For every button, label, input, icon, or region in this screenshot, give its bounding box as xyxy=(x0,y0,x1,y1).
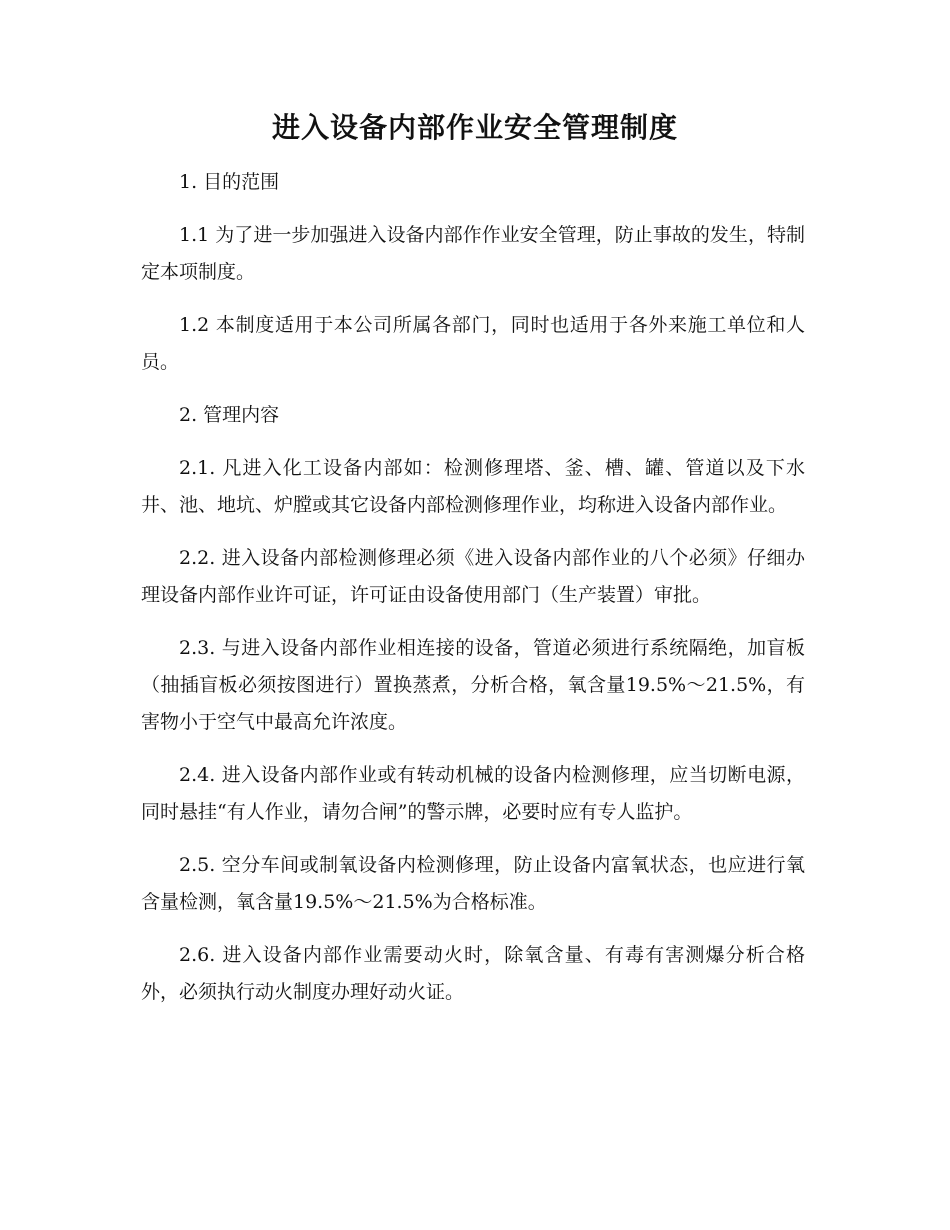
paragraph-2-6: 2.6. 进入设备内部作业需要动火时，除氧含量、有毒有害测爆分析合格外，必须执行动火制度办理好动火证。 xyxy=(141,944,805,1003)
document-body xyxy=(141,164,805,1027)
paragraph-2-2: 2.2. 进入设备内部检测修理必须《进入设备内部作业的八个必须》仔细办理设备内部作业许可证，许可证由设备使用部门（生产装置）审批。 xyxy=(141,547,805,606)
paragraph-2-5: 2.5. 空分车间或制氧设备内检测修理，防止设备内富氧状态，也应进行氧含量检测，氧含量19.5%～21.5%为合格标准。 xyxy=(141,854,805,913)
paragraph-2-4: 2.4. 进入设备内部作业或有转动机械的设备内检测修理，应当切断电源，同时悬挂“有人作业，请勿合闸”的警示牌，必要时应有专人监护。 xyxy=(141,764,805,823)
section-heading-management: 2. 管理内容 xyxy=(179,404,280,426)
section-heading-purpose: 1. 目的范围 xyxy=(179,171,280,193)
paragraph-1-2: 1.2 本制度适用于本公司所属各部门，同时也适用于各外来施工单位和人员。 xyxy=(141,314,805,373)
paragraph-2-3: 2.3. 与进入设备内部作业相连接的设备，管道必须进行系统隔绝，加盲板（抽插盲板必须按图进行）置换蒸煮，分析合格，氧含量19.5%～21.5%，有害物小于空气中最高允许浓度。 xyxy=(141,637,805,733)
paragraph-1-1: 1.1 为了进一步加强进入设备内部作作业安全管理，防止事故的发生，特制定本项制度。 xyxy=(141,224,805,283)
document-title: 进入设备内部作业安全管理制度 xyxy=(271,111,678,144)
paragraph-2-1: 2.1. 凡进入化工设备内部如：检测修理塔、釜、槽、罐、管道以及下水井、池、地坑、炉膛或其它设备内部检测修理作业，均称进入设备内部作业。 xyxy=(141,457,805,516)
